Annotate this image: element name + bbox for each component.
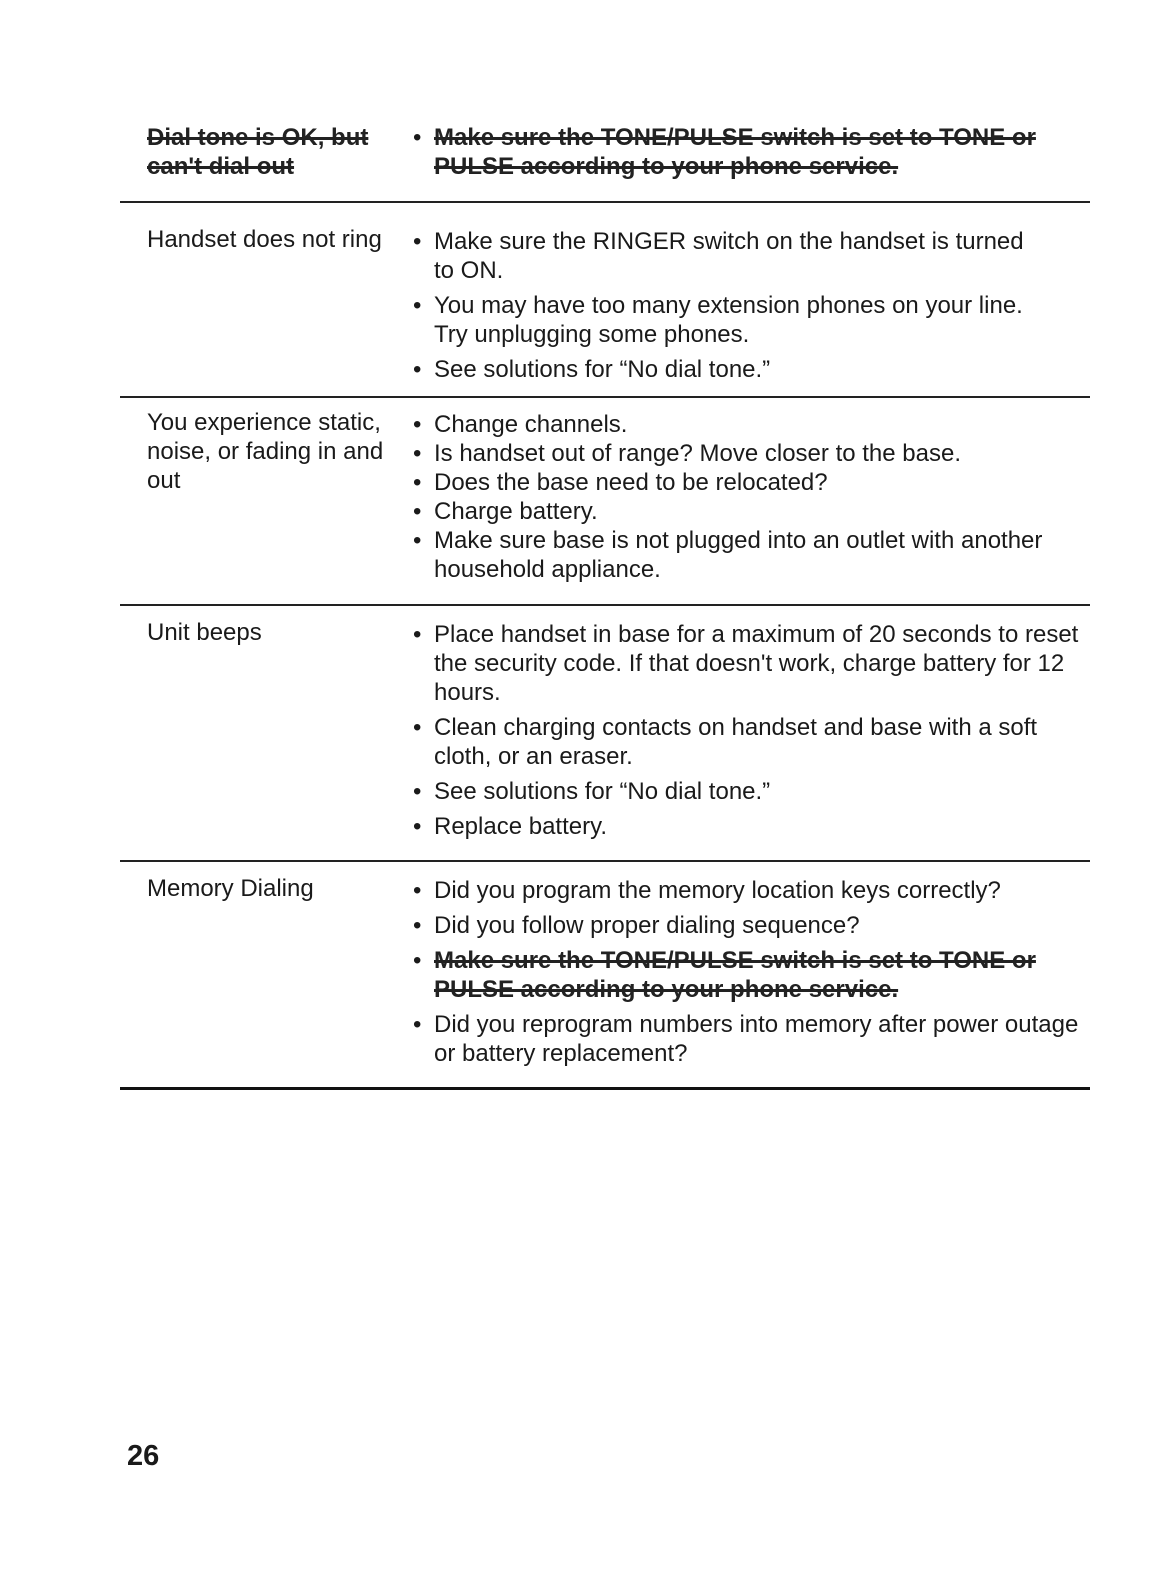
solutions-list xyxy=(413,606,1090,860)
list-item: • Make sure base is not plugged into an outlet with another household appliance. xyxy=(413,526,1050,584)
solutions-list xyxy=(413,398,1090,604)
table-row xyxy=(120,862,1090,1090)
troubleshooting-table xyxy=(120,118,1090,1090)
problem-cell xyxy=(120,118,413,201)
table-row xyxy=(120,118,1090,203)
list-item: • See solutions for “No dial tone.” xyxy=(413,777,1080,806)
solutions-list xyxy=(413,118,1090,201)
list-item: • Charge battery. xyxy=(413,497,1050,526)
list-item: • Did you reprogram numbers into memory after power outage or battery replacement? xyxy=(413,1010,1080,1068)
table-row xyxy=(120,398,1090,606)
list-item: • Change channels. xyxy=(413,410,1050,439)
table-row xyxy=(120,606,1090,862)
list-item: • Does the base need to be relocated? xyxy=(413,468,1050,497)
problem-cell xyxy=(120,398,413,604)
list-item: • Make sure the TONE/PULSE switch is set to TONE or PULSE according to your phone service. xyxy=(413,946,1080,1004)
struck-problem-text: Dial tone is OK, but can't dial out xyxy=(147,124,369,180)
list-item: • Did you program the memory location keys correctly? xyxy=(413,876,1080,905)
list-item: • Make sure the TONE/PULSE switch is set to TONE or PULSE according to your phone service. xyxy=(413,123,1060,181)
list-item: • Replace battery. xyxy=(413,812,1080,841)
problem-cell xyxy=(120,606,413,860)
problem-text: You experience static, noise, or fading in and out xyxy=(147,409,384,494)
list-item: • Make sure the RINGER switch on the handset is turned to ON. xyxy=(413,227,1050,285)
list-item: • Place handset in base for a maximum of 20 seconds to reset the security code. If that doesn't work, charge battery for 12 hours. xyxy=(413,620,1080,707)
problem-cell xyxy=(120,862,413,1087)
list-item: • Is handset out of range? Move closer to the base. xyxy=(413,439,1050,468)
list-item: • See solutions for “No dial tone.” xyxy=(413,355,1050,384)
table-row xyxy=(120,203,1090,398)
list-item: • Clean charging contacts on handset and base with a soft cloth, or an eraser. xyxy=(413,713,1080,771)
problem-text: Unit beeps xyxy=(147,619,262,646)
list-item: • You may have too many extension phones on your line. Try unplugging some phones. xyxy=(413,291,1050,349)
page-number: 26 xyxy=(127,1440,160,1472)
problem-text: Handset does not ring xyxy=(147,226,382,253)
solutions-list xyxy=(413,203,1090,396)
list-item: • Did you follow proper dialing sequence? xyxy=(413,911,1080,940)
solutions-list xyxy=(413,862,1090,1087)
problem-text: Memory Dialing xyxy=(147,875,314,902)
problem-cell xyxy=(120,203,413,396)
